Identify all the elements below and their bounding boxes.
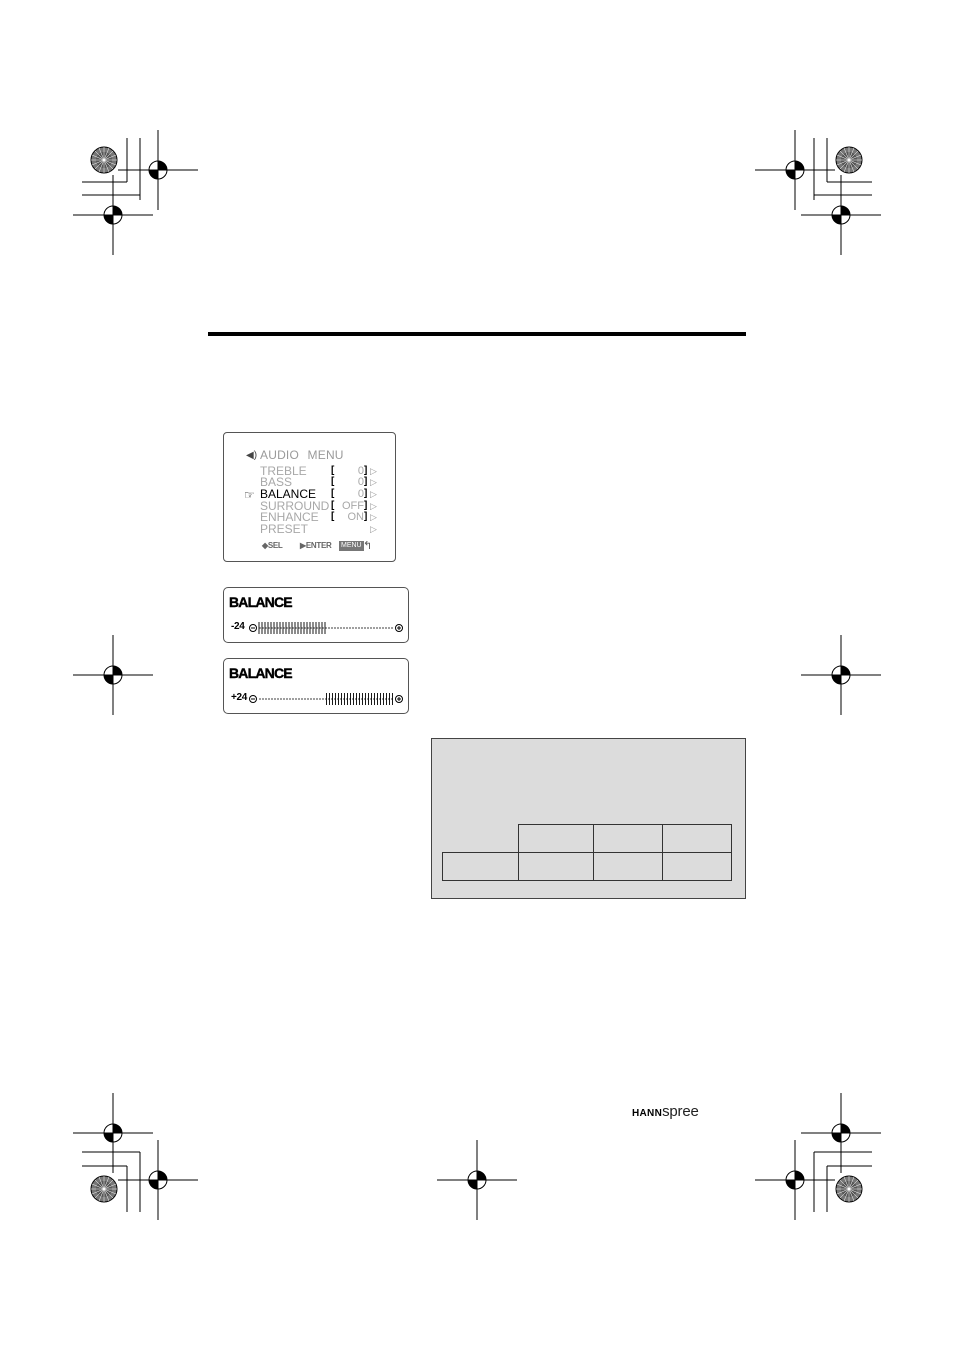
- pointing-hand-icon: ☞: [244, 488, 255, 502]
- balance-slider[interactable]: [249, 620, 405, 636]
- note-panel: [431, 738, 746, 899]
- footer-select-label: SEL: [267, 541, 283, 550]
- chevron-right-icon: ▷: [370, 512, 377, 522]
- crosshair-mark: [73, 1093, 153, 1173]
- crosshair-mark: [73, 175, 153, 255]
- heading-rule: [208, 332, 746, 336]
- menu-item-value: 0: [357, 465, 364, 477]
- bracket-icon: [: [331, 465, 335, 476]
- footer-enter-label: ENTER: [305, 541, 332, 550]
- crosshair-mark: [801, 1093, 881, 1173]
- bracket-icon: [: [331, 500, 335, 511]
- table-cell: [518, 852, 594, 881]
- footer-select: [262, 541, 283, 550]
- menu-item-label: BASS: [260, 475, 293, 489]
- menu-key-badge: MENU: [341, 542, 362, 549]
- balance-slider[interactable]: [249, 691, 405, 707]
- chevron-right-icon: ▷: [370, 477, 377, 487]
- menu-item-value: OFF: [342, 500, 364, 512]
- balance-value: +24: [231, 692, 248, 703]
- bracket-icon: [: [331, 476, 335, 487]
- balance-left-screen: [223, 587, 409, 643]
- crosshair-mark: [801, 175, 881, 255]
- play-icon: ▶: [300, 541, 306, 550]
- diamond-icon: ◆: [262, 541, 268, 550]
- table-header-cell: [593, 824, 663, 853]
- speaker-icon: ◀): [246, 450, 258, 461]
- balance-title: BALANCE: [229, 665, 292, 681]
- rosette-mark: [836, 1176, 862, 1202]
- balance-title: BALANCE: [229, 594, 292, 610]
- table-header-cell: [662, 824, 732, 853]
- table-cell: [662, 852, 732, 881]
- chevron-right-icon: ▷: [370, 489, 377, 499]
- crosshair-mark: [755, 130, 835, 210]
- rosette-mark: [91, 147, 117, 173]
- menu-item-label: PRESET: [260, 522, 309, 536]
- brand-light: spree: [662, 1103, 699, 1120]
- chevron-right-icon: ▷: [370, 466, 377, 476]
- menu-item-label: SURROUND: [260, 499, 330, 513]
- menu-item-label: BALANCE: [260, 487, 317, 501]
- bracket-icon: ]: [364, 476, 368, 487]
- bracket-icon: ]: [364, 500, 368, 511]
- menu-item-value: 0: [357, 476, 364, 488]
- menu-item-label: TREBLE: [260, 464, 307, 478]
- table-header-cell: [518, 824, 594, 853]
- crosshair-mark: [437, 1140, 517, 1220]
- crosshair-mark: [73, 635, 153, 715]
- table-row-header-cell: [442, 852, 519, 881]
- brand-bold: HANN: [632, 1108, 663, 1119]
- footer-enter: [300, 541, 331, 550]
- menu-item-label: ENHANCE: [260, 510, 319, 524]
- bracket-icon: [: [331, 488, 335, 499]
- table-cell: [593, 852, 663, 881]
- audio-menu-title: AUDIO MENU: [260, 448, 344, 462]
- bracket-icon: [: [331, 511, 335, 522]
- crosshair-mark: [118, 130, 198, 210]
- rosette-mark: [836, 147, 862, 173]
- audio-menu-screen: [223, 432, 396, 562]
- balance-right-screen: [223, 658, 409, 714]
- crosshair-mark: [801, 635, 881, 715]
- menu-item-value: 0: [357, 488, 364, 500]
- hannspree-logo: [632, 1103, 699, 1120]
- bracket-icon: ]: [364, 465, 368, 476]
- menu-item-value: ON: [347, 511, 364, 523]
- return-icon: ↰: [363, 540, 373, 552]
- balance-value: -24: [231, 621, 245, 632]
- rosette-mark: [91, 1176, 117, 1202]
- bracket-icon: ]: [364, 488, 368, 499]
- chevron-right-icon: ▷: [370, 501, 377, 511]
- bracket-icon: ]: [364, 511, 368, 522]
- chevron-right-icon: ▷: [370, 524, 377, 534]
